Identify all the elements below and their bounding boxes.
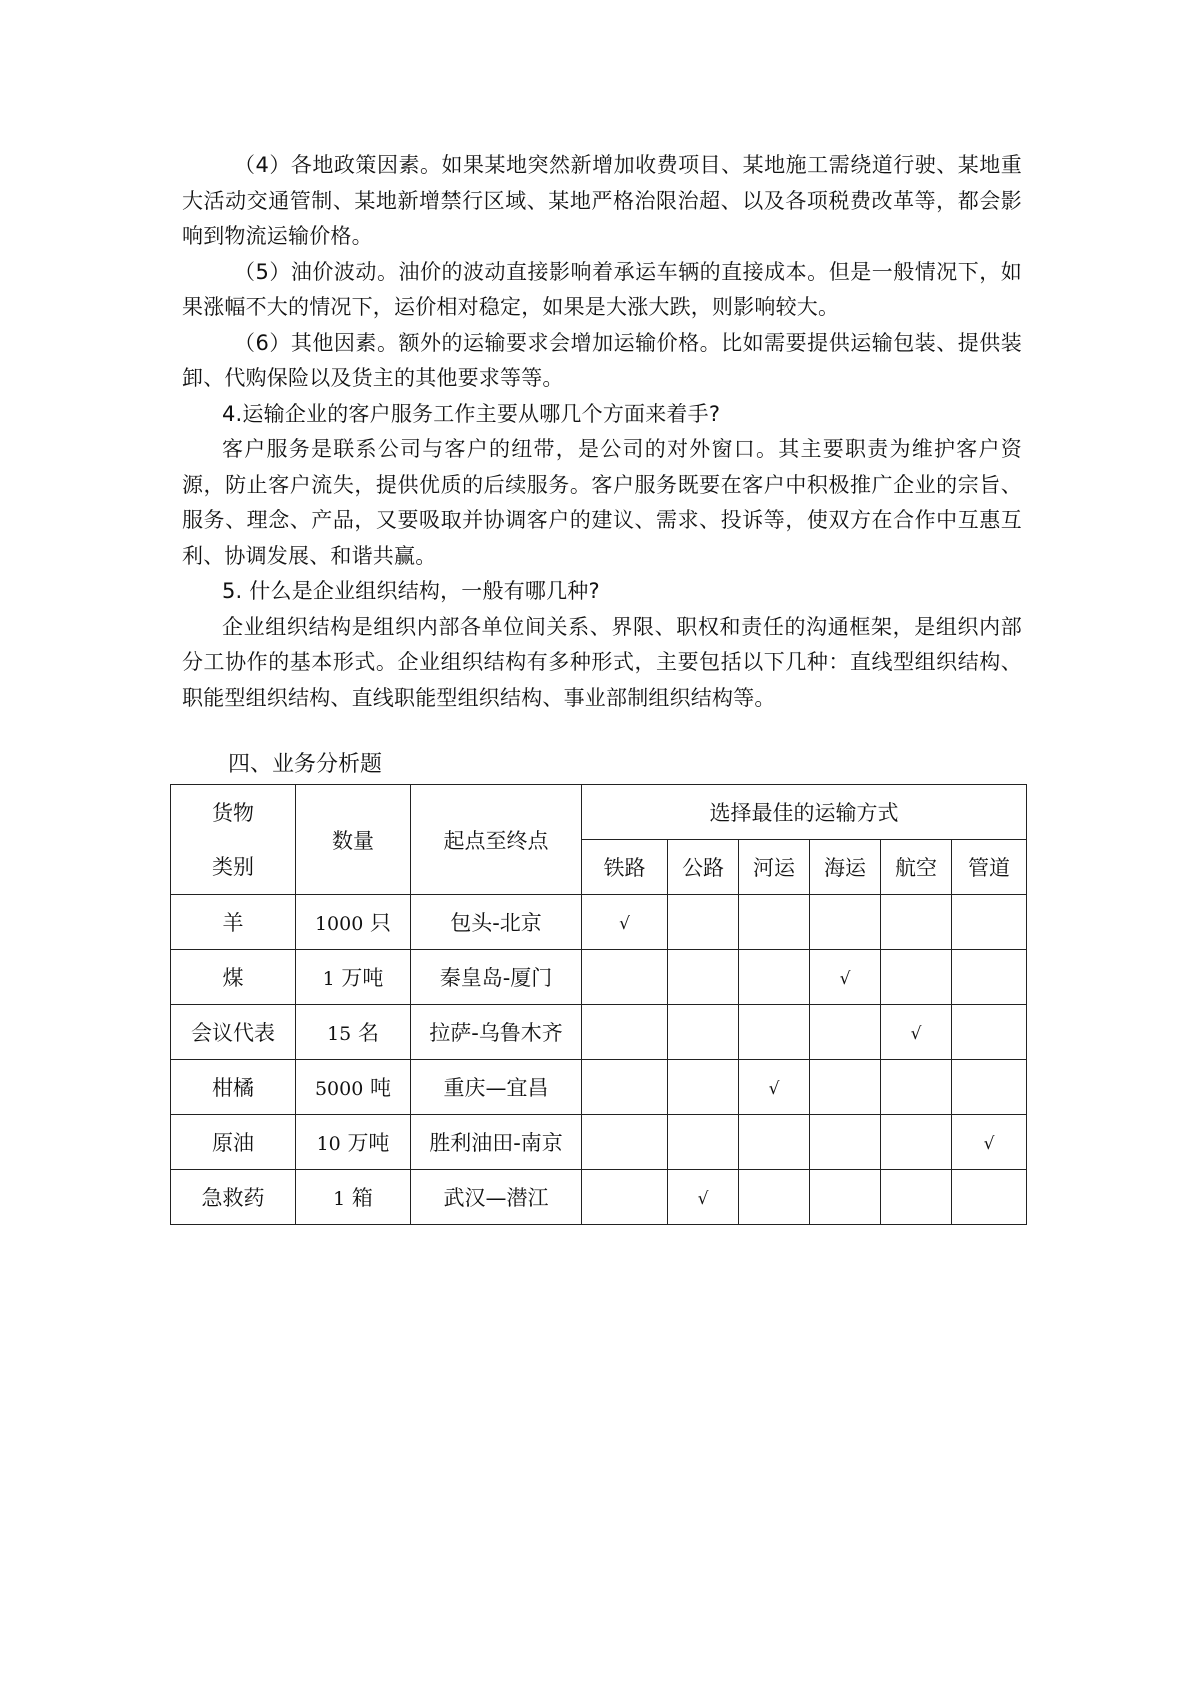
cell-mode-choice: [810, 1170, 881, 1225]
cell-category: 柑橘: [171, 1060, 296, 1115]
header-quantity: 数量: [296, 785, 411, 895]
cell-mode-choice: [810, 1005, 881, 1060]
check-mark-icon: √: [697, 1189, 709, 1209]
table-row: [171, 1170, 1027, 1225]
cell-quantity: [296, 1170, 411, 1225]
cell-mode-choice: [582, 950, 668, 1005]
cell-mode-choice: [810, 1060, 881, 1115]
cell-category: 原油: [171, 1115, 296, 1170]
header-mode-pipeline: 管道: [952, 840, 1027, 895]
cell-route: 拉萨-乌鲁木齐: [411, 1005, 582, 1060]
cell-mode-choice: [881, 1170, 952, 1225]
cell-mode-choice: [739, 895, 810, 950]
table-row: [171, 950, 1027, 1005]
quantity-number: 10: [316, 1133, 341, 1155]
cell-mode-choice: [668, 1005, 739, 1060]
header-mode-road: 公路: [668, 840, 739, 895]
cell-mode-choice: [582, 1005, 668, 1060]
cell-category: 会议代表: [171, 1005, 296, 1060]
cell-mode-choice: [582, 1170, 668, 1225]
quantity-number: 1: [322, 968, 335, 990]
cell-route: 胜利油田-南京: [411, 1115, 582, 1170]
cell-mode-choice: [881, 1115, 952, 1170]
cell-route: 武汉—潜江: [411, 1170, 582, 1225]
header-route: 起点至终点: [411, 785, 582, 895]
cell-mode-choice: [739, 950, 810, 1005]
quantity-number: 1: [333, 1188, 346, 1210]
cell-mode-choice: [739, 1060, 810, 1115]
table-row: [171, 895, 1027, 950]
cell-mode-choice: [668, 950, 739, 1005]
check-mark-icon: √: [910, 1024, 922, 1044]
quantity-unit: 万吨: [347, 1131, 390, 1155]
cell-mode-choice: [668, 1115, 739, 1170]
transport-mode-table: [170, 784, 1027, 1225]
table-row: [171, 1115, 1027, 1170]
header-mode-sea: 海运: [810, 840, 881, 895]
paragraph-oil-price: （5）油价波动。油价的波动直接影响着承运车辆的直接成本。但是一般情况下，如果涨幅不大的情况下，运价相对稳定，如果是大涨大跌，则影响较大。: [182, 259, 1022, 319]
cell-mode-choice: [668, 1170, 739, 1225]
cell-mode-choice: [881, 1060, 952, 1115]
check-mark-icon: √: [619, 914, 630, 934]
check-mark-icon: √: [983, 1134, 995, 1154]
cell-mode-choice: [668, 1060, 739, 1115]
question-4: 4.运输企业的客户服务工作主要从哪几个方面来着手?: [222, 401, 721, 426]
section-title: 四、业务分析题: [228, 752, 383, 777]
cell-mode-choice: [739, 1115, 810, 1170]
quantity-unit: 名: [357, 1021, 379, 1045]
header-category-line1: 货物: [212, 800, 254, 825]
quantity-number: 15: [327, 1023, 352, 1045]
header-category: [171, 785, 296, 895]
header-category-line2: 类别: [212, 854, 254, 879]
header-mode-rail: 铁路: [582, 840, 668, 895]
cell-category: 急救药: [171, 1170, 296, 1225]
cell-mode-choice: [952, 895, 1027, 950]
cell-quantity: [296, 950, 411, 1005]
cell-quantity: [296, 1115, 411, 1170]
cell-category: 煤: [171, 950, 296, 1005]
answer-5: 企业组织结构是组织内部各单位间关系、界限、职权和责任的沟通框架，是组织内部分工协作的基本形式。企业组织结构有多种形式，主要包括以下几种：直线型组织结构、职能型组织结构、直线职能型组织结构、事业部制组织结构等。: [182, 614, 1022, 710]
cell-mode-choice: [739, 1170, 810, 1225]
cell-quantity: [296, 1005, 411, 1060]
cell-mode-choice: [810, 895, 881, 950]
check-mark-icon: √: [839, 969, 851, 989]
cell-mode-choice: [881, 950, 952, 1005]
quantity-unit: 箱: [351, 1186, 373, 1210]
cell-mode-choice: [668, 895, 739, 950]
table-row: [171, 1005, 1027, 1060]
header-mode-group: 选择最佳的运输方式: [582, 785, 1027, 840]
quantity-unit: 只: [370, 911, 392, 935]
answer-4: 客户服务是联系公司与客户的纽带，是公司的对外窗口。其主要职责为维护客户资源，防止客户流失，提供优质的后续服务。客户服务既要在客户中积极推广企业的宗旨、服务、理念、产品，又要吸取并协调客户的建议、需求、投诉等，使双方在合作中互惠互利、协调发展、和谐共赢。: [182, 437, 1022, 568]
table-header-row-1: [171, 785, 1027, 840]
quantity-unit: 万吨: [341, 966, 384, 990]
cell-mode-choice: [952, 1060, 1027, 1115]
quantity-unit: 吨: [370, 1076, 392, 1100]
cell-quantity: [296, 1060, 411, 1115]
question-5: 5. 什么是企业组织结构，一般有哪几种?: [222, 579, 600, 603]
paragraph-other-factors: （6）其他因素。额外的运输要求会增加运输价格。比如需要提供运输包装、提供装卸、代购保险以及货主的其他要求等等。: [182, 330, 1022, 390]
header-mode-river: 河运: [739, 840, 810, 895]
cell-mode-choice: [952, 1005, 1027, 1060]
cell-quantity: [296, 895, 411, 950]
cell-mode-choice: [952, 1170, 1027, 1225]
cell-mode-choice: [810, 1115, 881, 1170]
cell-mode-choice: [582, 1060, 668, 1115]
cell-route: 包头-北京: [411, 895, 582, 950]
cell-mode-choice: [952, 950, 1027, 1005]
quantity-number: 1000: [314, 913, 364, 935]
cell-mode-choice: [739, 1005, 810, 1060]
quantity-number: 5000: [314, 1078, 364, 1100]
cell-mode-choice: [582, 1115, 668, 1170]
cell-mode-choice: [582, 895, 668, 950]
cell-route: 重庆—宜昌: [411, 1060, 582, 1115]
cell-mode-choice: [881, 1005, 952, 1060]
check-mark-icon: √: [768, 1079, 780, 1099]
table-row: [171, 1060, 1027, 1115]
paragraph-policy-factors: （4）各地政策因素。如果某地突然新增加收费项目、某地施工需绕道行驶、某地重大活动交通管制、某地新增禁行区域、某地严格治限治超、以及各项税费改革等，都会影响到物流运输价格。: [182, 153, 1022, 248]
document-body: [182, 148, 1022, 716]
cell-route: 秦皇岛-厦门: [411, 950, 582, 1005]
header-mode-air: 航空: [881, 840, 952, 895]
cell-mode-choice: [810, 950, 881, 1005]
cell-mode-choice: [952, 1115, 1027, 1170]
cell-category: 羊: [171, 895, 296, 950]
cell-mode-choice: [881, 895, 952, 950]
